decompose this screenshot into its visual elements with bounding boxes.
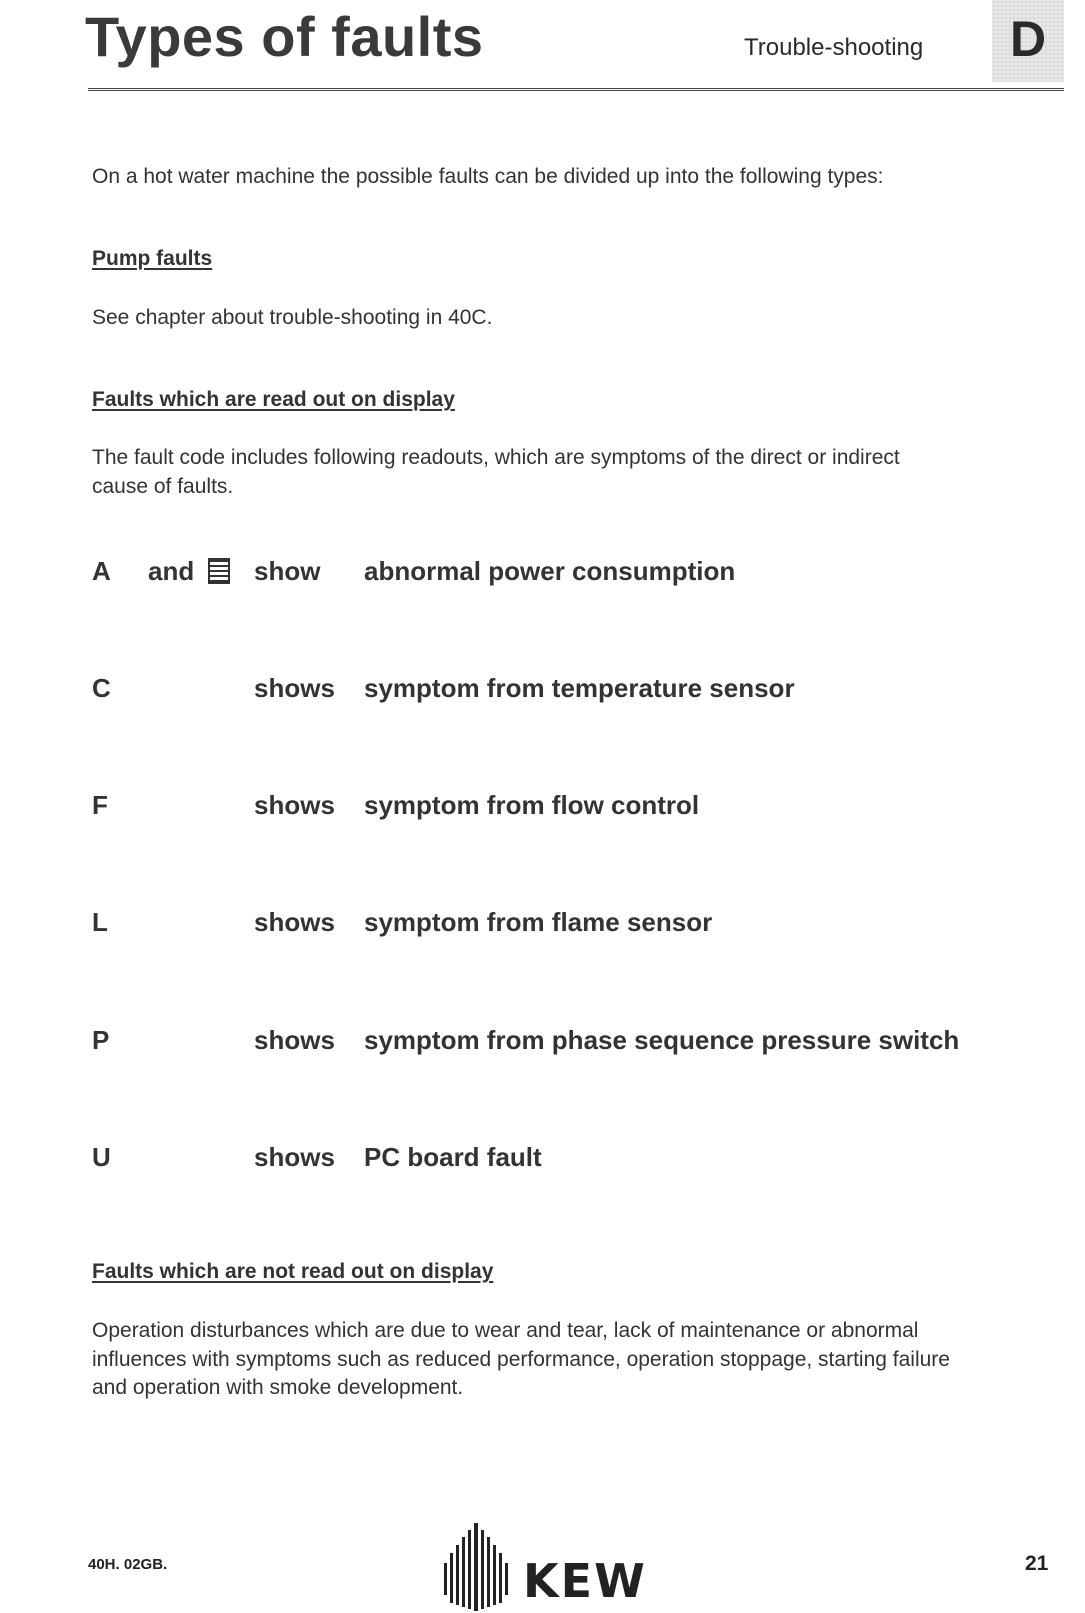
- non-display-faults-text-line3: and operation with smoke development.: [92, 1376, 464, 1399]
- page-number: 21: [1025, 1552, 1049, 1575]
- fault-code-description: symptom from phase sequence pressure switch: [364, 1025, 960, 1055]
- fault-code-row-u: [92, 1142, 1072, 1176]
- pump-faults-text: See chapter about trouble-shooting in 40C.: [92, 306, 493, 329]
- fault-code-row-f: [92, 790, 1072, 824]
- display-faults-heading: Faults which are read out on display: [92, 388, 455, 411]
- non-display-faults-text-line1: Operation disturbances which are due to wear and tear, lack of maintenance or abnormal: [92, 1319, 919, 1342]
- section-label: Trouble-shooting: [744, 34, 924, 61]
- page-title: Types of faults: [85, 5, 484, 68]
- b-segment-glyph-icon: [208, 558, 230, 584]
- fault-code-letter: L: [92, 907, 108, 937]
- non-display-faults-heading: Faults which are not read out on display: [92, 1260, 494, 1283]
- display-faults-text-line2: cause of faults.: [92, 475, 234, 498]
- document-code: 40H. 02GB.: [88, 1556, 168, 1573]
- fault-code-row-p: [92, 1025, 1072, 1059]
- fault-code-row-c: [92, 673, 1072, 707]
- fault-code-verb: shows: [254, 790, 335, 820]
- kew-logo-text: KEW: [523, 1554, 647, 1608]
- pump-faults-heading: Pump faults: [92, 247, 213, 270]
- display-faults-text-line1: The fault code includes following readouts, which are symptoms of the direct or indirect: [92, 446, 900, 469]
- kew-drop-logo-icon: [440, 1523, 516, 1611]
- non-display-faults-text-line2: influences with symptoms such as reduced performance, operation stoppage, starting failure: [92, 1348, 950, 1371]
- fault-code-description: symptom from temperature sensor: [364, 673, 795, 703]
- fault-code-description: symptom from flow control: [364, 790, 700, 820]
- fault-code-letter: C: [92, 673, 111, 703]
- fault-code-verb: shows: [254, 907, 335, 937]
- fault-code-description: PC board fault: [364, 1142, 542, 1172]
- fault-code-verb: show: [254, 556, 321, 586]
- intro-text: On a hot water machine the possible faults can be divided up into the following types:: [92, 165, 884, 188]
- fault-code-verb: shows: [254, 1142, 335, 1172]
- fault-code-connector: and: [148, 556, 195, 586]
- fault-code-verb: shows: [254, 1025, 335, 1055]
- fault-code-verb: shows: [254, 673, 335, 703]
- fault-code-row-a: [92, 556, 1072, 590]
- section-letter: D: [1009, 11, 1047, 67]
- fault-code-description: symptom from flame sensor: [364, 907, 713, 937]
- fault-code-description: abnormal power consumption: [364, 556, 736, 586]
- section-tab: [992, 0, 1064, 82]
- fault-code-row-l: [92, 907, 1072, 941]
- fault-code-letter: A: [92, 556, 111, 586]
- fault-code-letter: P: [92, 1025, 110, 1055]
- fault-code-letter: U: [92, 1142, 111, 1172]
- fault-code-letter: F: [92, 790, 108, 820]
- header-rule: [88, 88, 1064, 91]
